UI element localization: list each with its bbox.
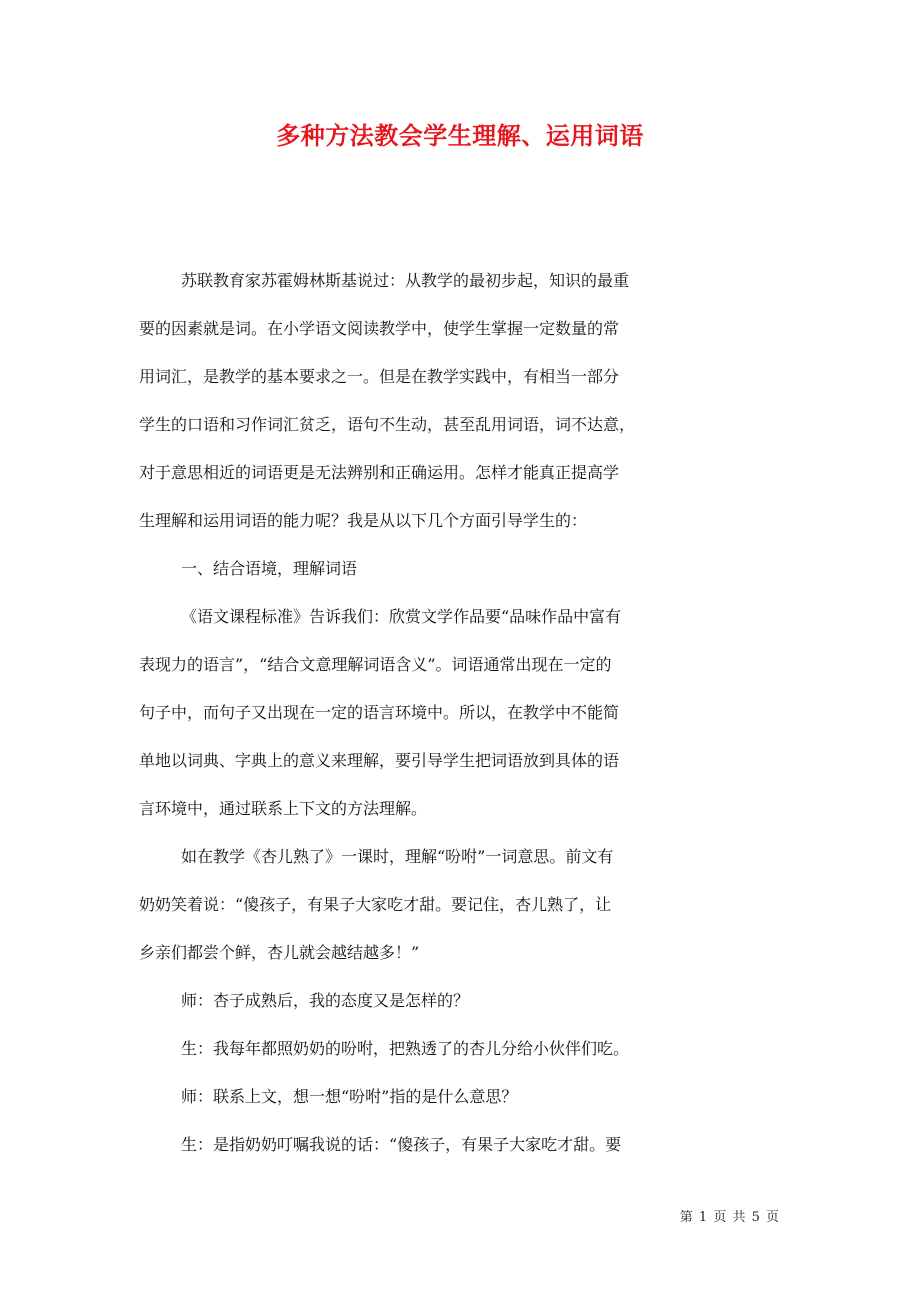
text-line: 生：是指奶奶叮嘱我说的话：“傻孩子，有果子大家吃才甜。要: [181, 1135, 622, 1154]
text-line: 师：杏子成熟后，我的态度又是怎样的？: [181, 991, 470, 1010]
page-number: 第 1 页 共 5 页: [679, 1210, 780, 1225]
text-line: 表现力的语言”，“结合文意理解词语含义”。词语通常出现在一定的: [139, 655, 612, 674]
paragraph: [139, 838, 784, 982]
text-line: 用词汇，是教学的基本要求之一。但是在教学实践中，有相当一部分: [139, 367, 620, 386]
dialogue-line: [139, 1126, 784, 1174]
text-line: 对于意思相近的词语更是无法辨别和正确运用。怎样才能真正提高学: [139, 463, 620, 482]
text-line: 如在教学《杏儿熟了》一课时，理解“吩咐”一词意思。前文有: [181, 847, 614, 866]
document-title: 多种方法教会学生理解、运用词语: [276, 121, 644, 150]
text-line: 苏联教育家苏霍姆林斯基说过：从教学的最初步起，知识的最重: [181, 271, 630, 290]
document-body: [139, 262, 784, 1174]
text-line: 乡亲们都尝个鲜，杏儿就会越结越多！”: [139, 943, 420, 962]
text-line: 师：联系上文，想一想“吩咐”指的是什么意思？: [181, 1087, 518, 1106]
text-line: 生理解和运用词语的能力呢？我是从以下几个方面引导学生的：: [139, 511, 588, 530]
section-heading: [139, 550, 784, 598]
paragraph: [139, 598, 784, 838]
paragraph: [139, 262, 784, 550]
text-line: 《语文课程标准》告诉我们：欣赏文学作品要“品味作品中富有: [181, 607, 622, 626]
text-line: 言环境中，通过联系上下文的方法理解。: [139, 799, 428, 818]
text-line: 生：我每年都照奶奶的吩咐，把熟透了的杏儿分给小伙伴们吃。: [181, 1039, 630, 1058]
text-line: 奶奶笑着说：“傻孩子，有果子大家吃才甜。要记住，杏儿熟了，让: [139, 895, 612, 914]
dialogue-line: [139, 982, 784, 1030]
text-line: 一、结合语境，理解词语: [181, 559, 358, 578]
text-line: 单地以词典、字典上的意义来理解，要引导学生把词语放到具体的语: [139, 751, 620, 770]
dialogue-line: [139, 1078, 784, 1126]
text-line: 学生的口语和习作词汇贫乏，语句不生动，甚至乱用词语，词不达意，: [139, 415, 636, 434]
dialogue-line: [139, 1030, 784, 1078]
text-line: 要的因素就是词。在小学语文阅读教学中，使学生掌握一定数量的常: [139, 319, 620, 338]
text-line: 句子中，而句子又出现在一定的语言环境中。所以，在教学中不能简: [139, 703, 620, 722]
